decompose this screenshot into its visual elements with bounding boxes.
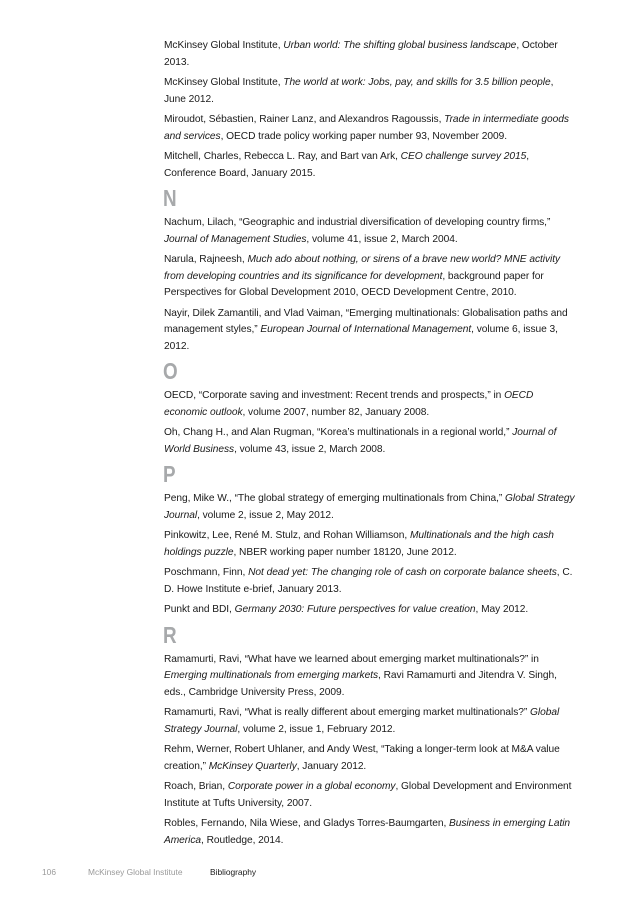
- entry-text: , Conference Board, January 2015.: [164, 151, 530, 179]
- entry-text: , NBER working paper number 18120, June 2012.: [233, 546, 457, 558]
- entry-text: , OECD trade policy working paper number 93, November 2009.: [220, 130, 507, 142]
- entry-text: , Routledge, 2014.: [201, 834, 284, 846]
- entry-title-italic: Global Strategy Journal: [164, 707, 560, 735]
- entry-text: , June 2012.: [164, 77, 554, 105]
- entry-text: Peng, Mike W., “The global strategy of emerging multinationals from China,”: [164, 493, 506, 504]
- entry-text: , May 2012.: [475, 604, 529, 615]
- bibliography-entry: [164, 742, 576, 775]
- entry-text: Robles, Fernando, Nila Wiese, and Gladys Torres-Baumgarten,: [164, 818, 450, 829]
- bibliography-entry: [164, 779, 576, 812]
- entry-text: Rehm, Werner, Robert Uhlaner, and Andy West, “Taking a longer-term look at M&A value creation,”: [164, 744, 560, 772]
- entry-text: , Global Development and Environment Institute at Tufts University, 2007.: [164, 781, 572, 809]
- bibliography-entry: [164, 75, 576, 108]
- entry-title-italic: Much ado about nothing, or sirens of a brave new world? MNE activity from developing countries and its significance for development: [164, 254, 561, 282]
- bibliography-entry: [164, 149, 576, 182]
- entry-text: , volume 6, issue 3, 2012.: [164, 324, 558, 352]
- entry-text: OECD, “Corporate saving and investment: Recent trends and prospects,” in: [164, 390, 505, 401]
- entry-title-italic: Journal of World Business: [164, 427, 557, 455]
- bibliography-entry: [164, 388, 576, 421]
- page-number: 106: [42, 867, 56, 877]
- entry-title-italic: Emerging multinationals from emerging markets: [164, 670, 379, 681]
- entry-text: , volume 2, issue 1, February 2012.: [237, 723, 396, 735]
- entry-text: , volume 41, issue 2, March 2004.: [306, 233, 458, 245]
- section-letter: R: [163, 621, 177, 648]
- bibliography-entry: [164, 652, 576, 702]
- section-letter: N: [163, 185, 177, 211]
- bibliography-entry: [164, 38, 576, 71]
- entry-text: Pinkowitz, Lee, René M. Stulz, and Rohan Williamson,: [164, 530, 410, 541]
- entry-title-italic: Multinationals and the high cash holdings puzzle: [164, 530, 554, 558]
- entry-title-italic: Corporate power in a global economy: [227, 781, 396, 792]
- entry-text: Nachum, Lilach, “Geographic and industrial diversification of developing country firms,”: [164, 217, 551, 228]
- entry-title-italic: Not dead yet: The changing role of cash on corporate balance sheets: [248, 567, 557, 578]
- entry-title-italic: Germany 2030: Future perspectives for value creation: [234, 604, 476, 615]
- entry-text: , background paper for Perspectives for Global Development 2010, OECD Development Centre, 2010.: [164, 270, 544, 298]
- entry-title-italic: Global Strategy Journal: [164, 493, 575, 521]
- section-letter: O: [163, 358, 178, 384]
- entry-text: Oh, Chang H., and Alan Rugman, “Korea’s multinationals in a regional world,”: [164, 427, 513, 438]
- entry-text: Ramamurti, Ravi, “What is really different about emerging market multinationals?”: [164, 707, 531, 718]
- entry-text: Poschmann, Finn,: [164, 567, 249, 578]
- entry-text: Ramamurti, Ravi, “What have we learned about emerging market multinationals?” in: [164, 653, 539, 665]
- entry-text: Mitchell, Charles, Rebecca L. Ray, and Bart van Ark,: [164, 151, 401, 162]
- entry-text: McKinsey Global Institute,: [164, 40, 284, 51]
- footer-section: Bibliography: [210, 867, 257, 877]
- bibliography-entry: [164, 602, 576, 619]
- entry-text: Punkt and BDI,: [164, 604, 235, 615]
- entry-text: McKinsey Global Institute,: [164, 77, 284, 88]
- bibliography-entry: [164, 215, 576, 248]
- bibliography-entry: [164, 705, 576, 738]
- bibliography-entry: [164, 425, 576, 458]
- entry-title-italic: OECD economic outlook: [164, 390, 534, 418]
- entry-text: , volume 43, issue 2, March 2008.: [234, 443, 386, 455]
- bibliography-entry: [164, 816, 576, 849]
- entry-title-italic: Trade in intermediate goods and services: [164, 114, 569, 142]
- entry-title-italic: Business in emerging Latin America: [164, 818, 571, 846]
- entry-title-italic: European Journal of International Management: [260, 324, 472, 335]
- entry-text: Roach, Brian,: [164, 781, 228, 792]
- entry-title-italic: The world at work: Jobs, pay, and skills for 3.5 billion people: [283, 77, 551, 88]
- entry-text: Miroudot, Sébastien, Rainer Lanz, and Alexandros Ragoussis,: [164, 114, 445, 125]
- bibliography-entry: [164, 112, 576, 145]
- entry-title-italic: Urban world: The shifting global business landscape: [283, 40, 517, 51]
- entry-title-italic: McKinsey Quarterly: [208, 760, 297, 772]
- entry-text: Nayir, Dilek Zamantili, and Vlad Vaiman, “Emerging multinationals: Globalisation paths and management styles,”: [164, 307, 568, 335]
- section-letter: P: [163, 461, 176, 487]
- bibliography-content: [164, 38, 576, 853]
- bibliography-entry: [164, 528, 576, 561]
- entry-text: , C. D. Howe Institute e-brief, January 2013.: [164, 567, 573, 595]
- bibliography-entry: [164, 491, 576, 524]
- entry-title-italic: Journal of Management Studies: [164, 233, 307, 245]
- entry-text: , October 2013.: [164, 40, 558, 68]
- entry-text: , volume 2, issue 2, May 2012.: [197, 509, 334, 521]
- entry-text: Narula, Rajneesh,: [164, 254, 248, 265]
- bibliography-entry: [164, 565, 576, 598]
- entry-text: , volume 2007, number 82, January 2008.: [242, 406, 430, 418]
- bibliography-entry: [164, 306, 576, 356]
- bibliography-entry: [164, 252, 576, 302]
- entry-text: , Ravi Ramamurti and Jitendra V. Singh, eds., Cambridge University Press, 2009.: [164, 670, 557, 698]
- entry-text: , January 2012.: [296, 760, 367, 772]
- footer-publisher: McKinsey Global Institute: [88, 867, 183, 877]
- entry-title-italic: CEO challenge survey 2015: [400, 151, 527, 162]
